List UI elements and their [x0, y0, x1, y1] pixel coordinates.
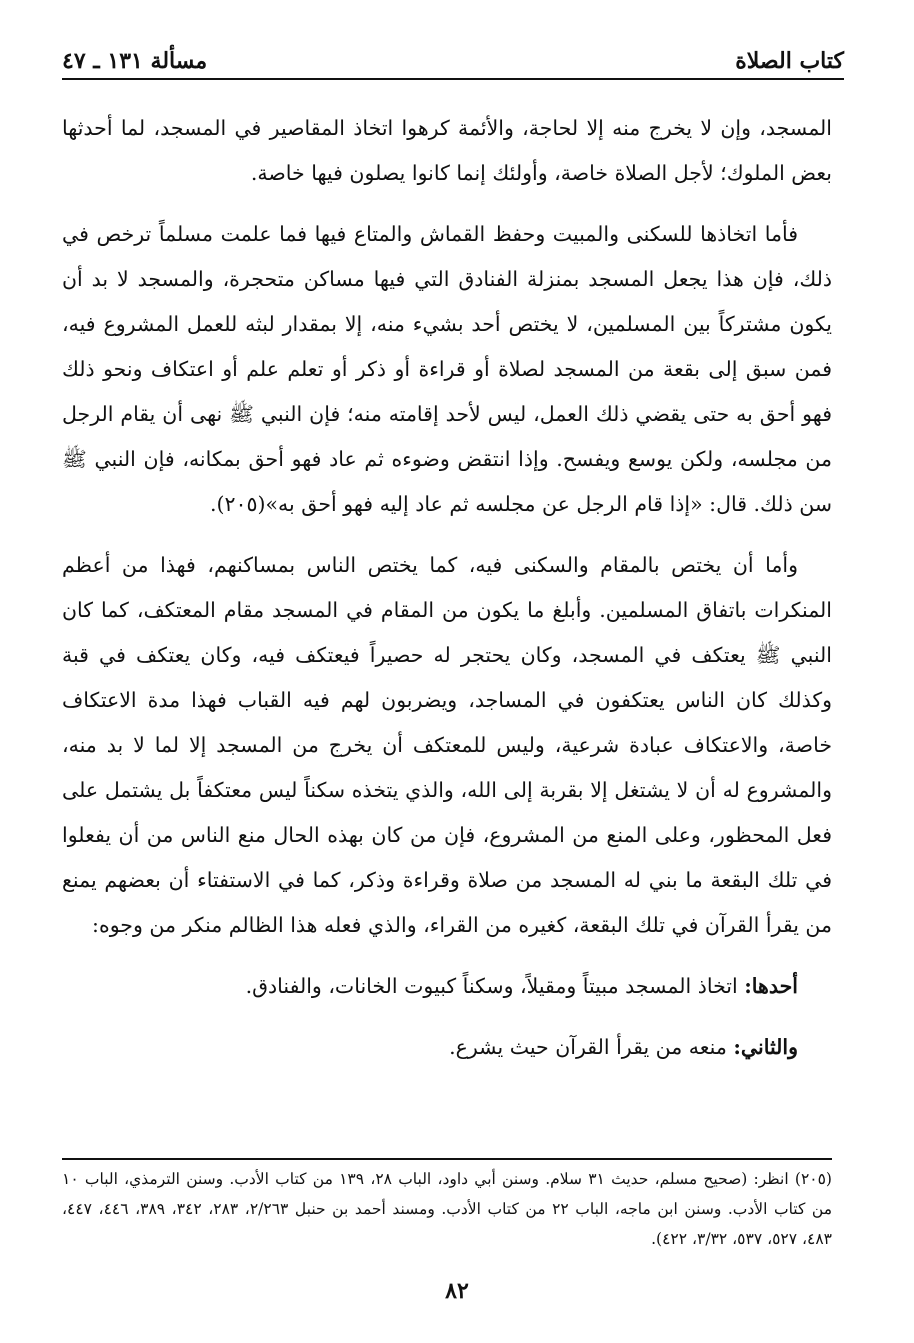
list-item	[62, 964, 832, 1009]
running-header	[62, 34, 844, 80]
list-item	[62, 1025, 832, 1070]
list-item-label: والثاني:	[733, 1035, 798, 1059]
footnote-text: (٢٠٥) انظر: (صحيح مسلم، حديث ٣١ سلام. وسنن أبي داود، الباب ٢٨، ١٣٩ من كتاب الأدب. وسنن الترمذي، الباب ١٠ من كتاب الأدب. وسنن ابن ماجه، الباب ٢٢ من كتاب الأدب. ومسند أحمد بن حنبل ٢/٢٦٣، ٢٨٣، ٣٤٢، ٣٨٩، ٤٤٦، ٤٤٧، ٤٨٣، ٥٢٧، ٥٣٧، ٣/٣٢، ٤٢٢).	[62, 1170, 833, 1248]
issue-number: مسألة ١٣١ ـ ٤٧	[62, 48, 208, 74]
main-text	[62, 106, 832, 1086]
list-item-text: اتخاذ المسجد مبيتاً ومقيلاً، وسكناً كبيوت الخانات، والفنادق.	[245, 974, 745, 998]
footnote	[62, 1164, 832, 1254]
footnote-divider	[62, 1158, 832, 1160]
list-item-text: منعه من يقرأ القرآن حيث يشرع.	[449, 1035, 734, 1059]
page-number: ٨٢	[445, 1278, 469, 1304]
list-item-label: أحدها:	[744, 974, 798, 998]
paragraph-continuation: المسجد، وإن لا يخرج منه إلا لحاجة، والأئمة كرهوا اتخاذ المقاصير في المسجد، لما أحدثها بعض الملوك؛ لأجل الصلاة خاصة، وأولئك إنما كانوا يصلون فيها خاصة.	[62, 116, 832, 185]
paragraph-residence: فأما اتخاذها للسكنى والمبيت وحفظ القماش والمتاع فيها فما علمت مسلماً ترخص في ذلك، فإن هذا يجعل المسجد بمنزلة الفنادق التي فيها مساكن متحجرة، والمسجد لا بد أن يكون مشتركاً بين المسلمين، لا يختص أحد بشيء منه، إلا بمقدار لبثه للعمل المشروع فيه، فمن سبق إلى بقعة من المسجد لصلاة أو قراءة أو ذكر أو تعلم علم أو اعتكاف ونحو ذلك فهو أحق به حتى يقضي ذلك العمل، ليس لأحد إقامته منه؛ فإن النبي ﷺ نهى أن يقام الرجل من مجلسه، ولكن يوسع ويفسح. وإذا انتقض وضوءه ثم عاد فهو أحق بمكانه، فإن النبي ﷺ سن ذلك. قال: «إذا قام الرجل عن مجلسه ثم عاد إليه فهو أحق به»(٢٠٥).	[62, 222, 832, 516]
book-title: كتاب الصلاة	[735, 48, 844, 74]
paragraph-itikaf: وأما أن يختص بالمقام والسكنى فيه، كما يختص الناس بمساكنهم، فهذا من أعظم المنكرات باتفاق المسلمين. وأبلغ ما يكون من المقام في المسجد مقام المعتكف، كما كان النبي ﷺ يعتكف في المسجد، وكان يحتجر له حصيراً فيعتكف فيه، وكان يعتكف في قبة وكذلك كان الناس يعتكفون في المساجد، ويضربون لهم فيه القباب فهذا مدة الاعتكاف خاصة، والاعتكاف عبادة شرعية، وليس للمعتكف أن يخرج من المسجد إلا لما لا بد منه، والمشروع له أن لا يشتغل إلا بقربة إلى الله، والذي يتخذه سكناً ليس معتكفاً بل يشتمل على فعل المحظور، وعلى المنع من المشروع، فإن من كان بهذه الحال منع الناس من أن يفعلوا في تلك البقعة ما بني له المسجد من صلاة وقراءة وذكر، كما في الاستفتاء أن بعضهم يمنع من يقرأ القرآن في تلك البقعة، كغيره من القراء، والذي فعله هذا الظالم منكر من وجوه:	[62, 553, 832, 937]
